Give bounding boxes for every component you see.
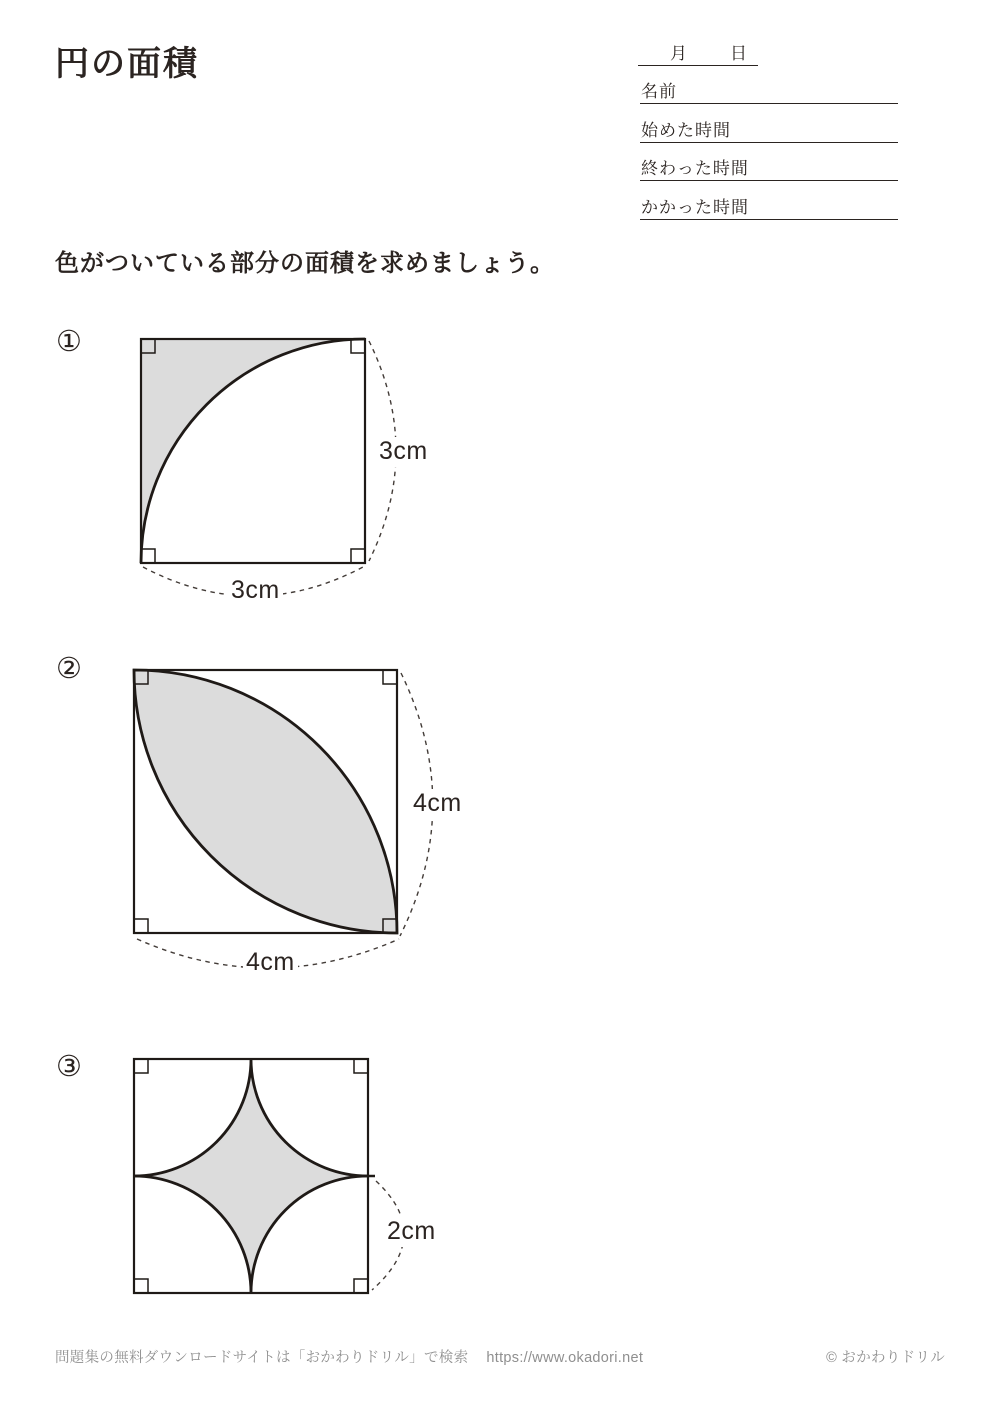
name-label: 名前 [641, 82, 677, 101]
date-field [638, 43, 758, 66]
name-field [640, 81, 898, 104]
problem-2-bottom-dimension: 4cm [243, 948, 298, 978]
problem-3-radius-dimension: 2cm [384, 1217, 439, 1247]
problem-2-figure [120, 655, 455, 990]
problem-1-number: ① [56, 326, 82, 358]
start-time-label: 始めた時間 [641, 121, 731, 140]
start-time-field [640, 120, 898, 143]
right-angle-mark [351, 339, 365, 353]
month-label: 月 [670, 44, 687, 63]
problem-3-figure [120, 1045, 460, 1310]
shaded-region [141, 339, 365, 563]
problem-3-number: ③ [56, 1051, 82, 1083]
right-angle-mark [141, 549, 155, 563]
elapsed-time-field [640, 197, 898, 220]
footer-site-text: 問題集の無料ダウンロードサイトは「おかわりドリル」で検索 [55, 1350, 469, 1366]
problem-2-number: ② [56, 653, 82, 685]
day-label: 日 [730, 44, 747, 63]
footer-left [55, 1346, 643, 1367]
problem-1-side-dimension: 3cm [376, 437, 431, 467]
problem-1-bottom-dimension: 3cm [228, 576, 283, 606]
shaded-star-region [134, 1059, 368, 1293]
right-angle-mark [354, 1059, 368, 1073]
end-time-field [640, 158, 898, 181]
right-angle-mark [134, 919, 148, 933]
right-angle-mark [383, 670, 397, 684]
shaded-lens-region [134, 670, 397, 933]
page-title: 円の面積 [55, 45, 199, 83]
right-angle-mark [134, 1059, 148, 1073]
instruction-text: 色がついている部分の面積を求めましょう。 [55, 250, 555, 277]
footer-copyright: © おかわりドリル [826, 1350, 945, 1366]
problem-2-side-dimension: 4cm [410, 789, 465, 819]
footer-url: https://www.okadori.net [486, 1350, 644, 1366]
elapsed-time-label: かかった時間 [641, 198, 749, 217]
right-angle-mark [351, 549, 365, 563]
end-time-label: 終わった時間 [641, 159, 749, 178]
right-angle-mark [134, 1279, 148, 1293]
right-angle-mark [354, 1279, 368, 1293]
